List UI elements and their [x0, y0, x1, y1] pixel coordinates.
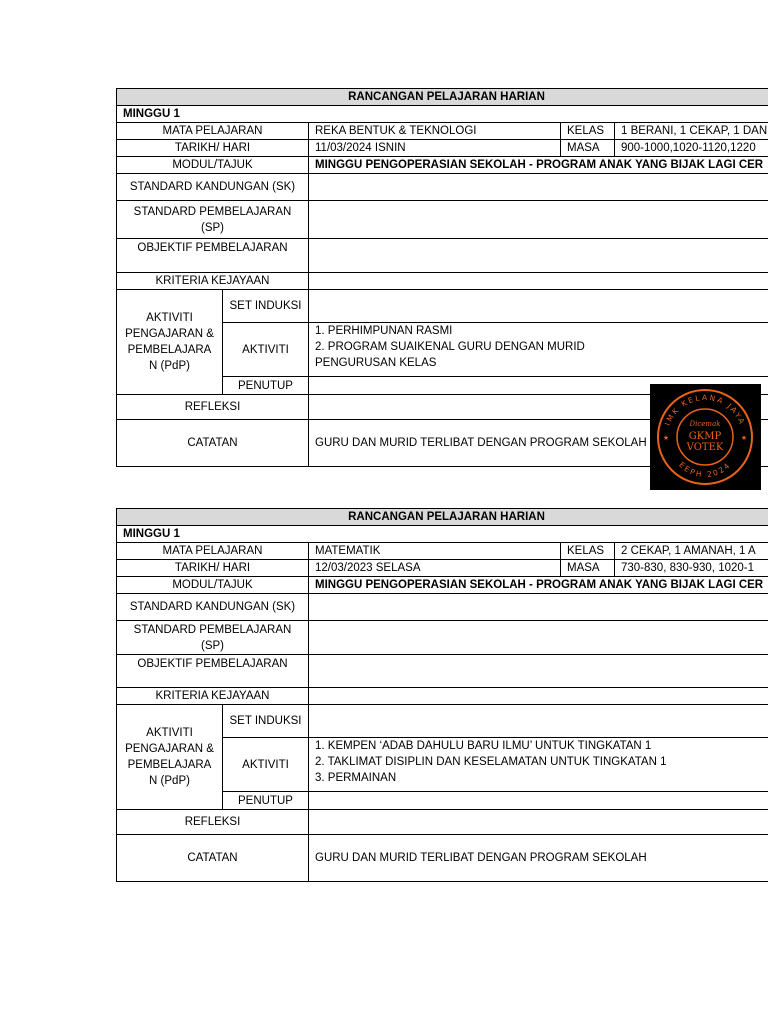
- date-label: TARIKH/ HARI: [117, 560, 309, 577]
- sk-value: [309, 594, 768, 621]
- set-induction-label: SET INDUKSI: [223, 705, 309, 738]
- sp-label: STANDARD PEMBELAJARAN (SP): [117, 621, 309, 655]
- reflection-value: [309, 810, 768, 835]
- criteria-value: [309, 688, 768, 705]
- activity-label: AKTIVITI: [223, 323, 309, 377]
- lesson-plan-2: [116, 508, 768, 882]
- class-label: KELAS: [561, 543, 615, 560]
- time-value: 730-830, 830-930, 1020-1: [615, 560, 768, 577]
- date-value: 12/03/2023 SELASA: [309, 560, 561, 577]
- objective-value: [309, 655, 768, 688]
- lesson-plan-table: [116, 508, 768, 882]
- activity-item: PENGURUSAN KELAS: [315, 357, 437, 369]
- stamp-seal-icon: [650, 384, 761, 490]
- class-value: 2 CEKAP, 1 AMANAH, 1 A: [615, 543, 768, 560]
- activity-list: [309, 738, 768, 792]
- notes-value: GURU DAN MURID TERLIBAT DENGAN PROGRAM SEKOLAH: [309, 835, 768, 882]
- class-label: KELAS: [561, 123, 615, 140]
- module-value: MINGGU PENGOPERASIAN SEKOLAH - PROGRAM ANAK YANG BIJAK LAGI CER: [309, 577, 768, 594]
- time-label: MASA: [561, 140, 615, 157]
- stamp-line-2: VOTEK: [686, 442, 724, 453]
- notes-label: CATATAN: [117, 835, 309, 882]
- activity-item: 1. KEMPEN ‘ADAB DAHULU BARU ILMU’ UNTUK TINGKATAN 1: [315, 740, 652, 752]
- criteria-value: [309, 273, 768, 290]
- stamp-ring-bottom: EEPH 2024: [677, 460, 733, 480]
- activity-group-label: AKTIVITI PENGAJARAN & PEMBELAJARA N (PdP): [117, 705, 223, 810]
- activity-label: AKTIVITI: [223, 738, 309, 792]
- closing-label: PENUTUP: [223, 792, 309, 810]
- closing-label: PENUTUP: [223, 377, 309, 395]
- plan-header: RANCANGAN PELAJARAN HARIAN: [117, 89, 768, 106]
- time-label: MASA: [561, 560, 615, 577]
- date-label: TARIKH/ HARI: [117, 140, 309, 157]
- activity-item: 3. PERMAINAN: [315, 772, 397, 784]
- objective-value: [309, 239, 768, 273]
- set-induction-label: SET INDUKSI: [223, 290, 309, 323]
- plan-header: RANCANGAN PELAJARAN HARIAN: [117, 509, 768, 526]
- set-induction-value: [309, 705, 768, 738]
- module-label: MODUL/TAJUK: [117, 577, 309, 594]
- reflection-label: REFLEKSI: [117, 395, 309, 420]
- objective-label: OBJEKTIF PEMBELAJARAN: [117, 239, 309, 273]
- sp-value: [309, 201, 768, 239]
- subject-label: MATA PELAJARAN: [117, 123, 309, 140]
- objective-label: OBJEKTIF PEMBELAJARAN: [117, 655, 309, 688]
- module-value: MINGGU PENGOPERASIAN SEKOLAH - PROGRAM ANAK YANG BIJAK LAGI CER: [309, 157, 768, 174]
- verification-stamp: [650, 384, 761, 490]
- reflection-label: REFLEKSI: [117, 810, 309, 835]
- sp-label: STANDARD PEMBELAJARAN (SP): [117, 201, 309, 239]
- activity-item: 2. PROGRAM SUAIKENAL GURU DENGAN MURID: [315, 341, 585, 353]
- module-label: MODUL/TAJUK: [117, 157, 309, 174]
- sp-value: [309, 621, 768, 655]
- sk-value: [309, 174, 768, 201]
- notes-value: GURU DAN MURID TERLIBAT DENGAN PROGRAM SEKOLAH: [309, 420, 768, 467]
- subject-value: REKA BENTUK & TEKNOLOGI: [309, 123, 561, 140]
- stamp-line-1: GKMP: [688, 431, 722, 442]
- week-label: MINGGU 1: [117, 526, 768, 543]
- activity-list: [309, 323, 768, 377]
- subject-value: MATEMATIK: [309, 543, 561, 560]
- date-value: 11/03/2024 ISNIN: [309, 140, 561, 157]
- sk-label: STANDARD KANDUNGAN (SK): [117, 174, 309, 201]
- week-label: MINGGU 1: [117, 106, 768, 123]
- notes-label: CATATAN: [117, 420, 309, 467]
- closing-value: [309, 792, 768, 810]
- star-icon: ★: [662, 435, 670, 442]
- star-icon: ★: [740, 435, 748, 442]
- sk-label: STANDARD KANDUNGAN (SK): [117, 594, 309, 621]
- activity-item: 2. TAKLIMAT DISIPLIN DAN KESELAMATAN UNTUK TINGKATAN 1: [315, 756, 667, 768]
- criteria-label: KRITERIA KEJAYAAN: [117, 273, 309, 290]
- stamp-script-text: Dicemak: [689, 420, 721, 428]
- activity-group-label: AKTIVITI PENGAJARAN & PEMBELAJARA N (PdP): [117, 290, 223, 395]
- time-value: 900-1000,1020-1120,1220: [615, 140, 768, 157]
- set-induction-value: [309, 290, 768, 323]
- stamp-ring-top: IMK KELANA JAYA: [662, 392, 748, 427]
- class-value: 1 BERANI, 1 CEKAP, 1 DAN: [615, 123, 768, 140]
- criteria-label: KRITERIA KEJAYAAN: [117, 688, 309, 705]
- activity-item: 1. PERHIMPUNAN RASMI: [315, 325, 453, 337]
- subject-label: MATA PELAJARAN: [117, 543, 309, 560]
